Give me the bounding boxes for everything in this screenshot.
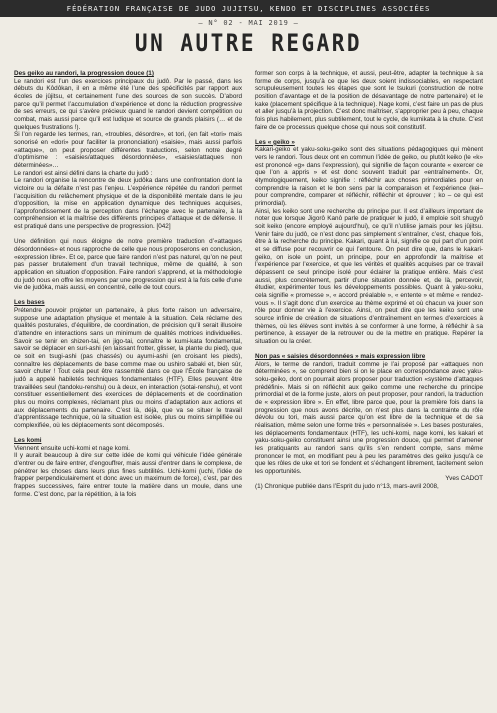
paragraph: Il y aurait beaucoup à dire sur cette idée de komi qui véhicule l’idée générale d’entrer ou de faire entrer, d’engouffrer, mais aussi d’entrer dans le complexe, de pénétrer les choses dans leurs plus fines subtilités. Uchi-komi (uchi, l’idée de frapper perpendiculairement et donc avec un maximum de force), c’est, par des frappes successives, faire entrer toute la matière dans un moule, dans une forme. C’est donc, par la répétition, à la fois xyxy=(14,452,242,498)
charter-quote: Le randori organise la rencontre de deux judôka dans une confrontation dont la victoire ou la défaite n’est pas l’enjeu. L’expérience répétée du randori permet l’acquisition du relâchement physique et de la disponibilité mentale dans le jeu d’opposition, la mise en application dynamique des techniques acquises, l’approfondissement de la perception dans l’échange avec le partenaire, à la compréhension et la maîtrise des différents principes d’attaque et de défense. Il est pratiqué dans une perspective de progression. [042] xyxy=(14,177,242,231)
section-heading-progression: Des geiko au randori, la progression douce (1) xyxy=(14,70,154,77)
paragraph: Ainsi, les keiko sont une recherche du principe pur. Il est d’ailleurs important de noter que lorsque Jigorô Kanô parle de pratiquer le judô, il emploie soit shugyô soit keiko (encore employé aujourd’hui), ce qu’il n’utilise jamais pour les jûjitsu. Venir faire du judô, ce n’est donc pas simplement s’entraîner, c’est, chaque fois, être à la recherche du principe. Kakari, quant à lui, signifie ce qui part d’un point et se diffuse pour recouvrir ce qui l’entoure. On peut dire que, dans le kakari-geiko, on isole un point, un principe, pour en approfondir la maîtrise et l’expérience par l’exercice, et que les vérités et qualités acquises par ce travail dépassent ce seul principe isolé pour éclairer la pratique entière. Mais c’est aussi, plus concrètement, partir d’une situation donnée et, de là, percevoir, étudier, expérimenter tous les développements possibles. Quant à yaku-soku, cela signifie « promesse », « accord préalable », « entente » et même « rendez-vous ». Il s’agit donc d’un exercice au thème exprimé et où chacun va jouer son rôle pour donner vie à l’exercice. Ainsi, on peut dire que les keiko sont une source infinie de création de situations d’entraînement en termes d’exercices à thèmes, où les élèves sont invités à se conformer à une forme, à réfléchir à sa pertinence, à essayer de la retrouver ou de la mettre en pratique. Repérer la situation ou la créer. xyxy=(255,207,483,345)
paragraph: Le randori est ainsi défini dans la charte du judô : xyxy=(14,169,153,177)
paragraph: Kakari-geiko et yaku-soku-geiko sont des situations pédagogiques qui mènent vers le randori. Tous deux ont en commun l’idée de geiko, ou plutôt keiko (le «k» est prononcé «g» dans l’expression), qui signifie de façon courante « exercer ce que l’on a appris » et est donc souvent traduit par «entraînement». Or, étymologiquement, keiko signifie : réfléchir aux choses primordiales pour en comprendre la raison et le bon sens par la comparaison et l’expérience (kei– pour comprendre, comparer et réfléchir, réfléchir et éprouver ; ko – ce qui est primordial). xyxy=(255,146,483,207)
issue-line: — N° 02 - MAI 2019 — xyxy=(198,19,299,27)
page-title: UN AUTRE REGARD xyxy=(134,29,363,57)
right-column xyxy=(255,70,483,491)
author-signature: Yves CADOT xyxy=(445,475,483,483)
paragraph: Une définition qui nous éloigne de notre première traduction d’«attaques désordonnées» et nous rapproche de celle que nous proposerons en conclusion, «expression libre». Et ce, parce que faire randori n’est pas naturel, qu’on ne peut pas passer brutalement d’un travail technique, même de qualité, à son application en situation d’opposition. Faire randori s’apprend, et la méthodologie du judô nous en offre les moyens par une progression qui est à la fois celle d’une vie de judôka, mais aussi, en concentré, celle de tout cours. xyxy=(14,238,242,292)
paragraph: Alors, le terme de randori, traduit comme je l’ai proposé par «attaques non déterminées », se comprend bien si on le place en correspondance avec yaku-soku-geiko, dont on pourrait alors proposer pour traduction «système d’attaques prédéfini». Mais si on réfléchit aux geiko comme une recherche du principe primordial et de la forme juste, alors on peut proposer, pour randori, la traduction de « expression libre ». En effet, libre parce que, pour la première fois dans la progression que nous avons décrite, on n’est plus dans la contrainte du rôle dévolu ou tori, mais aussi parce qu’on est libre de la technique et de sa réalisation, même selon une forme très « personnalisée ». Les bases posturales, les déplacements fondamentaux (HTF), les uchi-komi, nage komi, les kakari et yaku-soku-geiko constituent ainsi une progression douce, qui permet d’amener les pratiquants au randori sans qu’ils s’en rendent compte, sans même prononcer le mot, en modifiant peu à peu les paramètres des geiko jusqu’à ce que les rôles de uke et tori se fondent et s’échangent librement, tacitement selon les opportunités. xyxy=(255,360,483,475)
paragraph: former son corps à la technique, et aussi, peut-être, adapter la technique à sa forme de corps, jusqu’à ce que les deux soient indissociables, en respectant scrupuleusement toutes les étapes que sont le tsukuri (construction de notre position d’avantage et de la position de désavantage de notre partenaire) et le kake (placement spécifique à la technique). Nage komi, c’est faire un pas de plus et aller jusqu’à la projection. C’est donc maîtriser, s’approprier peu à peu, chaque fois plus habilement, plus subtilement, tout le cycle, de kumikata à la chute. C’est faire de ce processus quelque chose qui nous soit constitutif. xyxy=(255,70,483,131)
section-heading-geiko: Les « geiko » xyxy=(255,138,295,146)
paragraph: Prétendre pouvoir projeter un partenaire, à plus forte raison un adversaire, suppose une adaptation physique et mentale à la situation. Cela réclame des qualités posturales, d’équilibre, de coordination, de précision qu’il serait illusoire d’attendre en interactions sans un minimum de qualités motrices individuelles. Savoir se tenir en shizen-tai, en jigo-tai, connaître le kumi-kata fondamental, savoir se déplacer en suri-ashi (en laissant frotter, glisser, la plante du pied), que ce soit en tsugi-ashi (pas chassés) ou ayumi-ashi (en croisant les pieds), connaître les déplacements de base comme mae ou ushiro sabaki et, bien sûr, savoir chuter ! Tout cela peut être rassemblé dans ce que l’École française de judô a appelé habiletés techniques fondamentales (HTF). Elles peuvent être travaillées seul (tandoku-renshu) ou à deux, en interaction (sotai-renshu), et vont constituer essentiellement des exercices de déplacements et de coordination plus ou moins complexes, réclamant plus ou moins d’adaptation aux actions et aux déplacements du partenaire. C’est là, déjà, que va se situer le travail d’apprentissage technique, où la situation est isolée, plus ou moins simplifiée ou complexifiée, où les déplacements sont décomposés. xyxy=(14,307,242,429)
paragraph: Le randori est l’un des exercices principaux du judô. Par le passé, dans les débuts du Kôdôkan, il en a même été l’une des spécificités par rapport aux écoles de jûjitsu, et certainement l’une des sources de son succès. D’abord parce qu’il permet l’accumulation d’expérience et donc la réduction progressive de ses erreurs, ce qui s’avère précieux quand le randori devient compétition ou combat, mais aussi parce qu’il est ludique et source de grands plaisirs (… et de quelques frustrations !). xyxy=(14,77,242,131)
federation-banner: FÉDÉRATION FRANÇAISE DE JUDO JUJITSU, KENDO ET DISCIPLINES ASSOCIÉES xyxy=(0,0,497,17)
section-heading-expression-libre: Non pas « saisies désordonnées » mais expression libre xyxy=(255,352,426,360)
section-heading-komi: Les komi xyxy=(14,437,42,445)
paragraph: Si l’on regarde les termes, ran, «troubles, désordre», et tori, (en fait «tori» mais sonorisé en «dori» pour faciliter la prononciation) «saisie», mais aussi parfois «attaque», on peut proposer différentes traductions, selon notre degré d’optimisme : «saisies/attaques désordonnées», «saisies/attaques non déterminées»… xyxy=(14,131,242,169)
paragraph: Viennent ensuite uchi-komi et nage komi. xyxy=(14,444,130,452)
section-heading-bases: Les bases xyxy=(14,299,45,307)
footnote: (1) Chronique publiée dans l’Esprit du judo n°13, mars-avril 2008, xyxy=(255,483,439,491)
left-column xyxy=(14,70,242,498)
